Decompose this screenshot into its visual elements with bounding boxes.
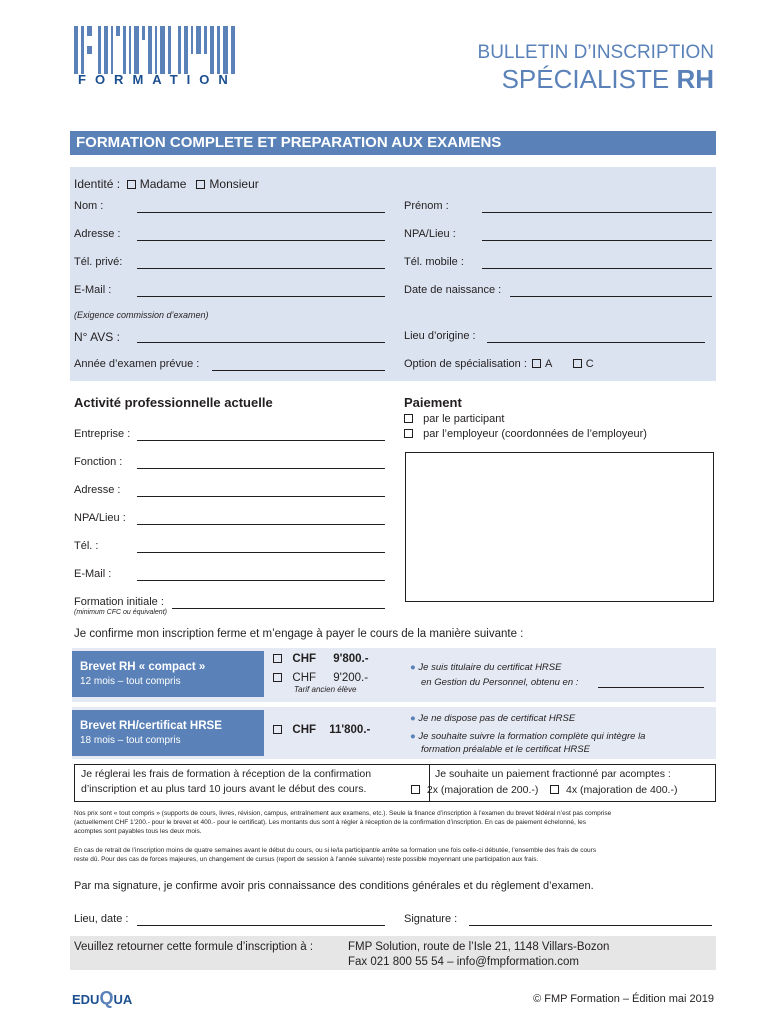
eduqua-logo — [72, 988, 132, 1009]
offer2-sub: 18 mois – tout compris — [80, 735, 181, 746]
confirm-text: Je confirme mon inscription ferme et m’engage à payer le cours de la manière suivante : — [74, 628, 524, 640]
fine-print-2 — [74, 846, 716, 864]
act-adresse-field[interactable] — [137, 496, 385, 497]
madame-checkbox[interactable] — [127, 180, 136, 189]
lieu-field[interactable] — [137, 925, 385, 926]
logo — [72, 20, 242, 90]
avs-label: N° AVS : — [74, 330, 120, 344]
pay-employer-label: par l’employeur (coordonnées de l’employeur) — [423, 428, 647, 440]
settle-opt2-label: 4x (majoration de 400.-) — [566, 784, 678, 796]
payment-title: Paiement — [404, 395, 462, 410]
fine2-line: En cas de retrait de l’inscription moins de quatre semaines avant le début du cours, ou si le/la participant/e arrête sa formation une fois celle-ci débutée, l’ensemble des frais de cours — [74, 847, 597, 854]
formation-note: (minimum CFC ou équivalent) — [74, 609, 167, 616]
employer-address-box[interactable] — [405, 452, 714, 602]
prenom-label: Prénom : — [404, 200, 449, 212]
pay-participant-checkbox[interactable] — [404, 414, 413, 423]
naissance-field[interactable] — [510, 296, 712, 297]
email-field[interactable] — [137, 296, 385, 297]
pay-employer-row — [404, 428, 647, 440]
identity-panel — [70, 167, 716, 381]
formation-label: Formation initiale : — [74, 596, 164, 608]
settle-opt2-checkbox[interactable] — [550, 785, 559, 794]
logo-word: FORMATION — [78, 72, 237, 87]
offer1-price2: 9'200.- — [333, 672, 369, 684]
email-label: E-Mail : — [74, 284, 112, 296]
settle-left1: Je réglerai les frais de formation à réception de la confirmation — [81, 768, 372, 780]
settle-right1: Je souhaite un paiement fractionné par acomptes : — [435, 768, 671, 780]
act-npa-label: NPA/Lieu : — [74, 512, 126, 524]
nom-field[interactable] — [137, 212, 385, 213]
offer1-chf2: CHF — [292, 672, 317, 684]
offer2-info2 — [410, 731, 645, 742]
offer2-info1-text: Je ne dispose pas de certificat HRSE — [418, 713, 576, 724]
tel-prive-field[interactable] — [137, 268, 385, 269]
offer2-price: 11'800.- — [329, 724, 371, 736]
offer1-chf1: CHF — [292, 653, 317, 665]
madame-label: Madame — [139, 177, 187, 191]
pay-participant-label: par le participant — [423, 413, 505, 425]
pay-employer-checkbox[interactable] — [404, 429, 413, 438]
offer2-info3: formation préalable et le certificat HRSE — [421, 744, 590, 755]
adresse-label: Adresse : — [74, 228, 121, 240]
fine1-line: acomptes sont payables tous les deux mois. — [74, 828, 202, 835]
avs-field[interactable] — [137, 342, 385, 343]
offer1-name: Brevet RH « compact » — [80, 661, 206, 673]
entreprise-label: Entreprise : — [74, 428, 131, 440]
fine-print-1 — [74, 809, 716, 836]
tel-mobile-label: Tél. mobile : — [404, 256, 464, 268]
eduqua-ua: UA — [113, 992, 133, 1007]
return-line2: Fax 021 800 55 54 – info@fmpformation.com — [348, 956, 579, 968]
option-label: Option de spécialisation : — [404, 358, 527, 370]
act-npa-field[interactable] — [137, 524, 385, 525]
offer1-sub: 12 mois – tout compris — [80, 676, 181, 687]
offer2-name: Brevet RH/certificat HRSE — [80, 720, 222, 732]
npa-field[interactable] — [482, 240, 712, 241]
page-title — [502, 64, 714, 95]
bullet-icon: ● — [410, 731, 416, 742]
naissance-label: Date de naissance : — [404, 284, 502, 296]
annee-label: Année d’examen prévue : — [74, 358, 200, 370]
adresse-field[interactable] — [137, 240, 385, 241]
fonction-label: Fonction : — [74, 456, 123, 468]
annee-field[interactable] — [212, 370, 385, 371]
offer1-price2-row — [273, 672, 368, 684]
option-a-label: A — [544, 358, 552, 370]
option-c-label: C — [585, 358, 594, 370]
act-adresse-label: Adresse : — [74, 484, 121, 496]
entreprise-field[interactable] — [137, 440, 385, 441]
settle-opt1-checkbox[interactable] — [411, 785, 420, 794]
settle-opt1-label: 2x (majoration de 200.-) — [426, 784, 539, 796]
lieu-label: Lieu, date : — [74, 913, 129, 925]
act-tel-field[interactable] — [137, 552, 385, 553]
offer2-info1 — [410, 713, 575, 724]
option-c-checkbox[interactable] — [573, 359, 582, 368]
offer1-info1 — [410, 662, 561, 673]
activity-title: Activité professionnelle actuelle — [74, 395, 273, 410]
bullet-icon: ● — [410, 713, 416, 724]
monsieur-checkbox[interactable] — [196, 180, 205, 189]
act-email-label: E-Mail : — [74, 568, 112, 580]
pay-participant-row — [404, 413, 504, 425]
option-row — [404, 358, 594, 370]
offer1-info2: en Gestion du Personnel, obtenu en : — [421, 677, 579, 688]
prenom-field[interactable] — [482, 212, 712, 213]
offer2-label — [72, 710, 264, 756]
tel-mobile-field[interactable] — [482, 268, 712, 269]
eduqua-edu: EDU — [72, 992, 100, 1007]
fonction-field[interactable] — [137, 468, 385, 469]
bullet-icon: ● — [410, 662, 416, 673]
offer2-chf: CHF — [292, 724, 317, 736]
signature-text: Par ma signature, je confirme avoir pris connaissance des conditions générales et du règlement d’examen. — [74, 880, 594, 892]
offer1-label — [72, 651, 264, 697]
page-title-main: SPÉCIALISTE — [501, 64, 670, 94]
return-label: Veuillez retourner cette formule d’inscription à : — [74, 941, 314, 953]
offer2-price-row — [273, 724, 370, 736]
act-email-field[interactable] — [137, 580, 385, 581]
signature-field[interactable] — [469, 925, 712, 926]
nom-label: Nom : — [74, 200, 104, 212]
offer1-price1-checkbox[interactable] — [273, 654, 282, 663]
tel-prive-label: Tél. privé: — [74, 256, 123, 268]
origine-label: Lieu d’origine : — [404, 330, 476, 342]
exigence-note: (Exigence commission d’examen) — [74, 310, 209, 320]
fine1-line: (actuellement CHF 1’200.- pour le brevet et 400.- pour le certificat). Les montants dus sont à régler à réception de la confirmation d’inscription. En cas de paiement échelonné, les — [74, 819, 586, 826]
banner-title: FORMATION COMPLETE ET PREPARATION AUX EXAMENS — [76, 134, 502, 151]
identity-label — [74, 177, 259, 191]
offer1-info1-text: Je suis titulaire du certificat HRSE — [418, 662, 562, 673]
settle-left2: d’inscription et au plus tard 10 jours avant le début des cours. — [81, 783, 367, 795]
return-box — [70, 936, 716, 970]
eduqua-q: Q — [99, 988, 114, 1008]
logo-barcode-icon — [74, 22, 244, 77]
banner — [70, 131, 716, 155]
npa-label: NPA/Lieu : — [404, 228, 456, 240]
footer-copyright: © FMP Formation – Édition mai 2019 — [533, 993, 714, 1005]
monsieur-label: Monsieur — [209, 177, 259, 191]
formation-field[interactable] — [172, 608, 385, 609]
act-tel-label: Tél. : — [74, 540, 99, 552]
offer2-price-checkbox[interactable] — [273, 725, 282, 734]
offer1-note: Tarif ancien élève — [294, 685, 357, 694]
offer2-info2-text: Je souhaite suivre la formation complète qui intègre la — [418, 731, 646, 742]
option-a-checkbox[interactable] — [532, 359, 541, 368]
page-title-bold: RH — [676, 64, 714, 94]
offer1-price1: 9'800.- — [333, 653, 369, 665]
settle-options — [411, 784, 677, 796]
offer1-year-field[interactable] — [598, 687, 704, 688]
settle-box — [74, 764, 716, 802]
header-subtitle: BULLETIN D’INSCRIPTION — [477, 42, 714, 63]
signature-label: Signature : — [404, 913, 458, 925]
fine1-line: Nos prix sont « tout compris » (supports de cours, livres, révision, campus, entraînement aux examens, etc.). Seule la finance d’inscription à l’examen du brevet fédéral n’est pas comprise — [74, 810, 612, 817]
return-line1: FMP Solution, route de l’Isle 21, 1148 Villars-Bozon — [348, 941, 610, 953]
offer1-price1-row — [273, 653, 369, 665]
origine-field[interactable] — [487, 342, 705, 343]
fine2-line: reste dû. Pour des cas de forces majeures, un changement de cursus (report de session à l’année suivante) reste possible moyennant une participation aux frais. — [74, 856, 539, 863]
identity-label-text: Identité : — [74, 177, 121, 191]
offer1-price2-checkbox[interactable] — [273, 673, 282, 682]
